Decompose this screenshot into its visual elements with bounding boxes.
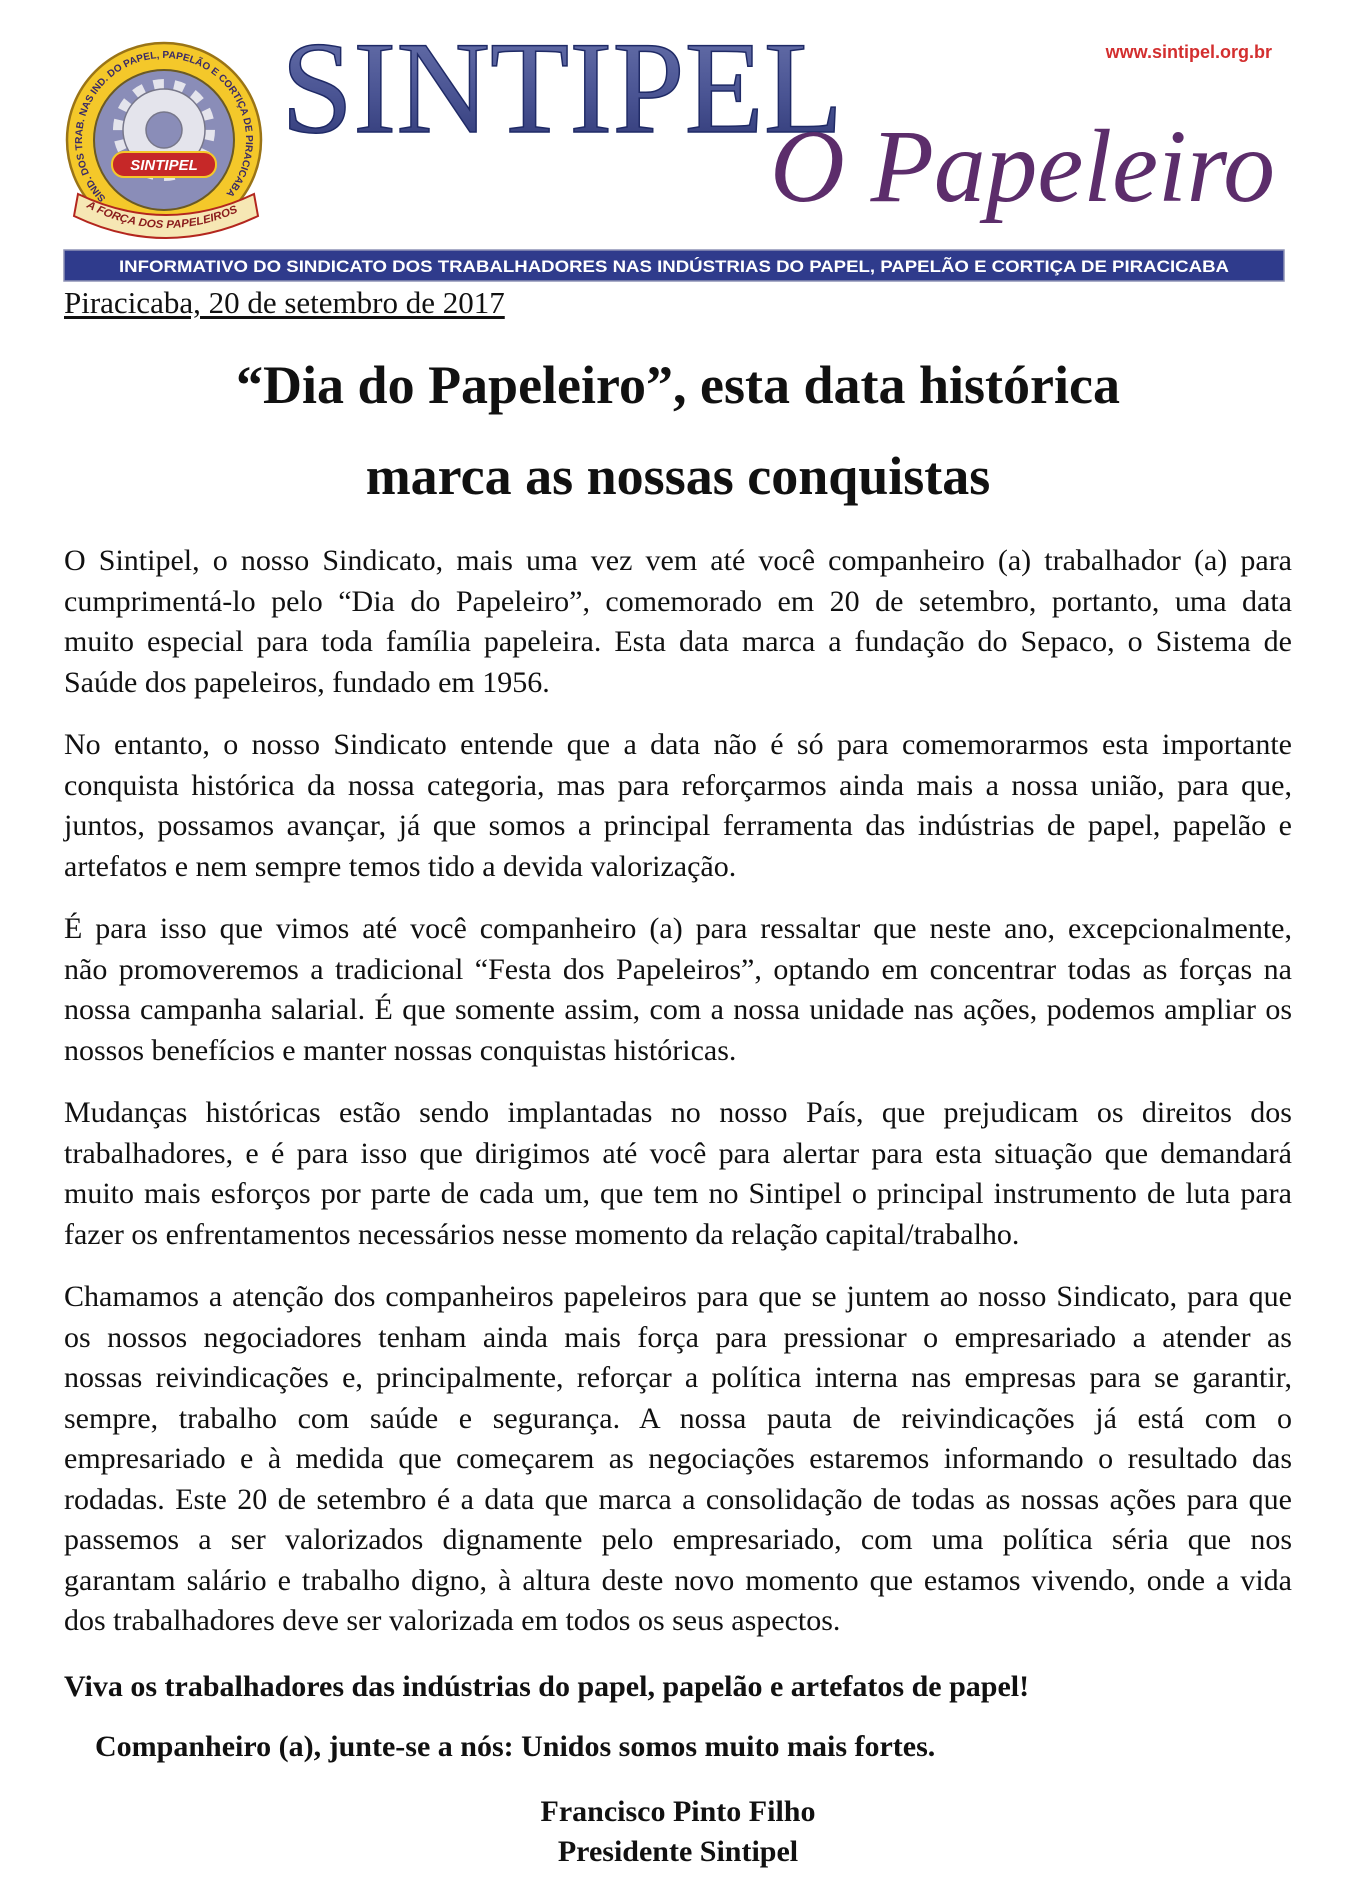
banner-text: INFORMATIVO DO SINDICATO DOS TRABALHADORES NAS INDÚSTRIAS DO PAPEL, PAPELÃO E CORTIÇA DE PIRACICABA <box>119 257 1133 276</box>
paragraph-line: muito especial para toda família papeleira. Esta data marca a fundação do Sepaco, o Sistema de <box>64 625 1292 658</box>
website-url: www.sintipel.org.br <box>1105 42 1272 62</box>
paragraph <box>64 1277 1292 1642</box>
paragraph-line: rodadas. Este 20 de setembro é a data que marca a consolidação de todas as nossas ações para que <box>64 1482 1292 1516</box>
paragraph-line: fazer os enfrentamentos necessários nesse momento da relação capital/trabalho. <box>64 1217 1020 1251</box>
paragraph-line: nossos benefícios e manter nossas conquistas históricas. <box>64 1033 737 1067</box>
signature-name: Francisco Pinto Filho <box>540 1795 816 1828</box>
paragraph-line: É para isso que vimos até você companheiro (a) para ressaltar que neste ano, excepcionalmente, <box>64 912 1292 945</box>
logo-badge <box>112 152 216 177</box>
paragraph <box>64 1093 1292 1255</box>
paragraph-line: empresariado e à medida que começarem as negociações estaremos informando o resultado das <box>64 1442 1292 1475</box>
logo-ring-text: SIND. DOS TRAB. NAS IND. DO PAPEL, PAPELÃO E CORTIÇA DE PIRACICABA <box>73 49 255 204</box>
paragraph-line: não promoveremos a tradicional “Festa dos Papeleiros”, optando em concentrar todas as forças na <box>64 952 1292 986</box>
signature-block <box>64 1792 1292 1872</box>
paragraph-line: artefatos e nem sempre temos tido a devida valorização. <box>64 849 737 883</box>
paragraph-line: trabalhadores, e é para isso que dirigimos até você para alertar para esta situação que demandará <box>64 1136 1292 1170</box>
signature-role: Presidente Sintipel <box>557 1835 799 1868</box>
masthead <box>0 0 1346 290</box>
paragraph <box>64 725 1292 887</box>
paragraph-line: os nossos negociadores tenham ainda mais força para pressionar o empresariado a atender as <box>64 1320 1292 1354</box>
page-title <box>64 340 1292 522</box>
date-line: Piracicaba, 20 de setembro de 2017 <box>64 285 505 320</box>
masthead-subtitle: O Papeleiro <box>770 109 1275 224</box>
paragraph <box>64 909 1292 1071</box>
title-line: marca as nossas conquistas <box>365 446 991 506</box>
paragraph-line: Chamamos a atenção dos companheiros papeleiros para que se juntem ao nosso Sindicato, para que <box>64 1280 1292 1313</box>
masthead-title: SINTIPEL <box>281 14 843 161</box>
paragraph-line: Mudanças históricas estão sendo implantadas no nosso País, que prejudicam os direitos dos <box>64 1096 1292 1129</box>
paragraph-line: nossas reivindicações e, principalmente, reforçar a política interna nas empresas para se garantir, <box>64 1361 1292 1394</box>
title-line: “Dia do Papeleiro”, esta data histórica <box>236 355 1120 415</box>
paragraph-line: conquista histórica da nossa categoria, mas para reforçarmos ainda mais a nossa união, para que, <box>64 768 1292 802</box>
sintipel-logo <box>67 43 261 238</box>
closing-exclamation: Viva os trabalhadores das indústrias do papel, papelão e artefatos de papel! <box>64 1670 1030 1703</box>
closing-call: Companheiro (a), junte-se a nós: Unidos somos muito mais fortes. <box>95 1730 936 1763</box>
paragraph-line: muito mais esforços por parte de cada um, que tem no Sintipel o principal instrumento de luta para <box>64 1177 1292 1210</box>
logo-ribbon-text: A FORÇA DOS PAPELEIROS <box>84 199 239 232</box>
paragraph-line: No entanto, o nosso Sindicato entende que a data não é só para comemorarmos esta importante <box>64 728 1292 761</box>
paragraph-line: dos trabalhadores deve ser valorizada em todos os seus aspectos. <box>64 1604 841 1637</box>
paragraph <box>64 541 1292 703</box>
paragraph-line: garantam salário e trabalho digno, à altura deste novo momento que estamos vivendo, onde a vida <box>64 1563 1292 1597</box>
paragraph-line: passemos a ser valorizados dignamente pelo empresariado, com uma política séria que nos <box>64 1523 1292 1556</box>
info-banner <box>64 250 1284 281</box>
paragraph-line: Saúde dos papeleiros, fundado em 1956. <box>64 665 550 699</box>
logo-badge-text: SINTIPEL <box>130 157 198 174</box>
paragraph-line: O Sintipel, o nosso Sindicato, mais uma vez vem até você companheiro (a) trabalhador (a) para <box>64 544 1292 577</box>
paragraph-line: cumprimentá-lo pelo “Dia do Papeleiro”, comemorado em 20 de setembro, portanto, uma data <box>64 584 1292 618</box>
paragraph-line: nossa campanha salarial. É que somente assim, com a nossa unidade nas ações, podemos ampliar os <box>64 993 1292 1026</box>
paragraph-line: sempre, trabalho com saúde e segurança. A nossa pauta de reivindicações já está com o <box>64 1401 1292 1435</box>
paragraph-line: juntos, possamos avançar, já que somos a principal ferramenta das indústrias de papel, papelão e <box>64 809 1292 842</box>
